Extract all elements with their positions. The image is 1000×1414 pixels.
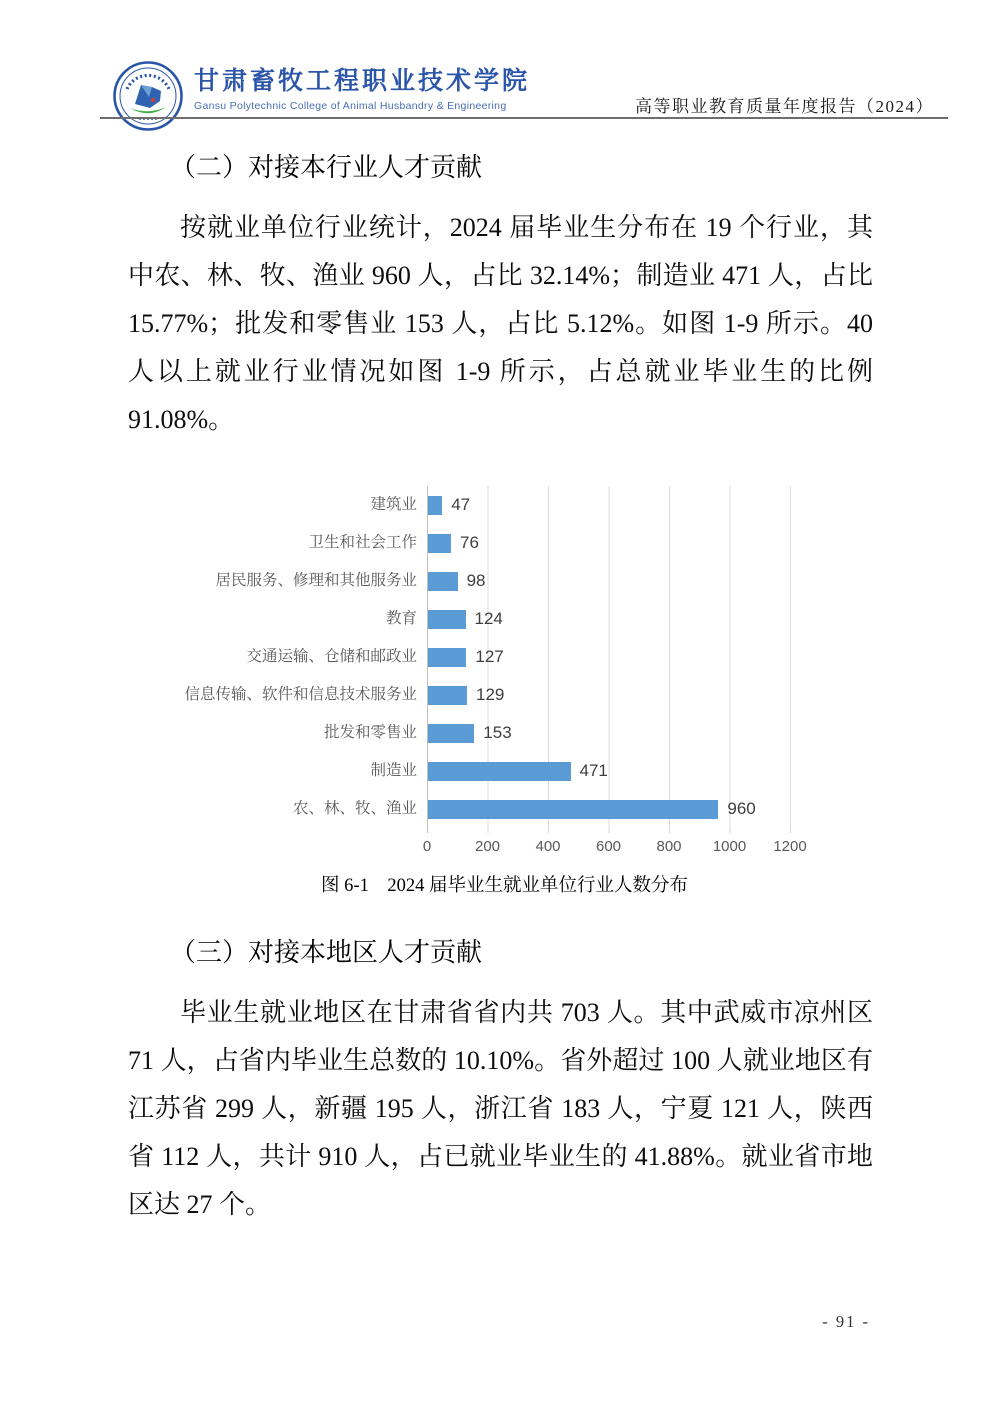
chart-bar-value: 153 xyxy=(483,723,512,742)
chart-x-axis-labels xyxy=(422,833,807,859)
chart-x-tick-label: 800 xyxy=(656,838,682,855)
chart-category-label: 制造业 xyxy=(370,762,417,780)
college-name-block xyxy=(194,68,530,112)
section-region-heading: （三）对接本地区人才贡献 xyxy=(170,938,483,967)
chart-bar-value: 76 xyxy=(460,533,479,552)
chart-row xyxy=(177,600,802,638)
chart-category-label: 信息传输、软件和信息技术服务业 xyxy=(184,686,417,704)
chart-bar xyxy=(428,648,466,667)
chart-row xyxy=(177,638,802,676)
chart-x-tick-label: 600 xyxy=(595,838,622,855)
chart-plot-area xyxy=(427,790,802,828)
header-divider xyxy=(100,117,948,119)
chart-plot-area xyxy=(427,562,802,600)
chart-category-label: 农、林、牧、渔业 xyxy=(292,800,417,818)
chart-row xyxy=(177,790,802,828)
chart-row xyxy=(177,676,802,714)
chart-category-label: 居民服务、修理和其他服务业 xyxy=(215,572,417,590)
chart-bar-value: 98 xyxy=(466,571,486,590)
college-logo-block xyxy=(112,60,530,132)
chart-category-label: 卫生和社会工作 xyxy=(308,534,417,552)
college-emblem-icon xyxy=(112,60,184,132)
chart-plot-area xyxy=(427,714,802,752)
chart-plot-area xyxy=(427,752,802,790)
chart-row xyxy=(177,486,802,524)
chart-x-tick-label: 400 xyxy=(535,838,561,855)
chart-rows xyxy=(177,486,802,828)
chart-bar xyxy=(428,686,467,705)
chart-row xyxy=(177,714,802,752)
chart-bar xyxy=(428,534,451,553)
chart-caption: 图 6-1 2024 届毕业生就业单位行业人数分布 xyxy=(321,876,688,896)
chart-bar xyxy=(428,724,474,743)
chart-plot-area xyxy=(427,676,802,714)
chart-x-tick-label: 200 xyxy=(474,838,501,855)
chart-bar xyxy=(428,800,718,819)
chart-category-label: 批发和零售业 xyxy=(323,724,417,742)
chart-plot-area xyxy=(427,486,802,524)
chart-bar-value: 960 xyxy=(727,799,756,818)
chart-bar xyxy=(428,572,458,591)
chart-bar-value: 471 xyxy=(579,761,608,780)
chart-x-tick-label: 1000 xyxy=(712,838,747,855)
section-region-paragraph: 毕业生就业地区在甘肃省省内共 703 人。其中武威市凉州区 71 人，占省内毕业生总数的 10.10%。省外超过 100 人就业地区有江苏省 299 人，新疆 195 人，浙江省 183 人，宁夏 121 人，陕西省 112 人，共计 910 人，占已就业毕业生的 41.88%。就业省市地区达 27 个。 xyxy=(128,998,873,1219)
chart-x-tick-label: 0 xyxy=(422,838,432,855)
chart-plot-area xyxy=(427,524,802,562)
chart-bar xyxy=(428,762,571,781)
section-industry-paragraph: 按就业单位行业统计，2024 届毕业生分布在 19 个行业，其中农、林、牧、渔业 960 人，占比 32.14%；制造业 471 人，占比 15.77%；批发和零售业 153 人，占比 5.12%。如图 1-9 所示。40 人以上就业行业情况如图 1-9 所示，占总就业毕业生的比例 91.08%。 xyxy=(128,213,873,434)
chart-bar-value: 47 xyxy=(451,495,471,514)
section-industry-heading: （二）对接本行业人才贡献 xyxy=(170,153,483,182)
chart-category-label: 建筑业 xyxy=(370,496,417,514)
page-content xyxy=(128,146,873,1229)
chart-category-label: 教育 xyxy=(385,610,417,628)
chart-x-tick-label: 1200 xyxy=(773,838,807,855)
chart-bar-value: 127 xyxy=(475,647,504,666)
chart-bar xyxy=(428,610,466,629)
chart-plot-area xyxy=(427,638,802,676)
college-name-english: Gansu Polytechnic College of Animal Husbandry & Engineering xyxy=(194,99,507,112)
chart-category-label: 交通运输、仓储和邮政业 xyxy=(246,648,417,666)
chart-bar-value: 129 xyxy=(476,685,505,704)
page-number: - 91 - xyxy=(822,1312,870,1331)
report-title: 高等职业教育质量年度报告（2024） xyxy=(635,97,934,116)
college-name: 甘肃畜牧工程职业技术学院 xyxy=(194,68,531,95)
chart-row xyxy=(177,752,802,790)
industry-bar-chart xyxy=(177,486,807,897)
chart-bar-value: 124 xyxy=(474,609,503,628)
chart-plot-area xyxy=(427,600,802,638)
chart-bar xyxy=(428,496,442,515)
chart-row xyxy=(177,562,802,600)
chart-row xyxy=(177,524,802,562)
